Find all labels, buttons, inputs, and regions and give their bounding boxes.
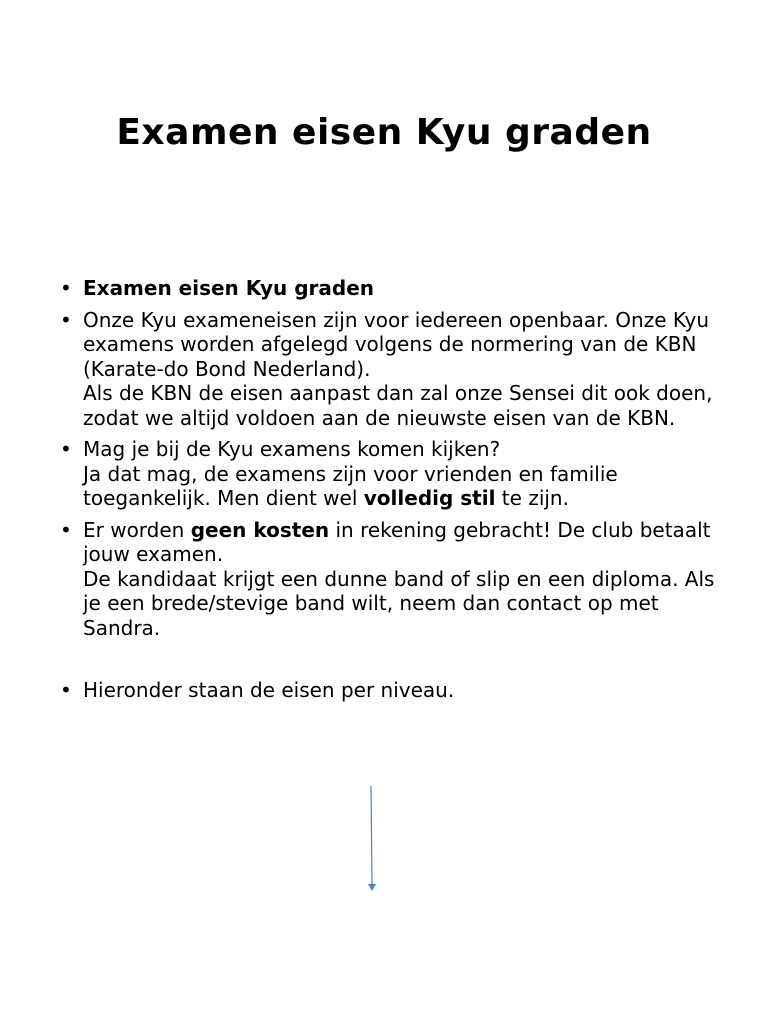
- bullet-text: [83, 462, 720, 511]
- arrow-down-icon: [362, 784, 382, 894]
- bullet-dot: •: [60, 678, 72, 702]
- bullet-item-heading: [60, 276, 720, 301]
- bullet-item-openbaar: [60, 308, 720, 431]
- bullet-dot: •: [60, 517, 72, 542]
- bullet-text: Onze Kyu exameneisen zijn voor iedereen openbaar. Onze Kyu examens worden afgelegd volgens de normering van de KBN (Karate-do Bond Nederland).: [83, 307, 710, 381]
- slide-title: Examen eisen Kyu graden: [116, 112, 652, 153]
- arrow-shaft: [371, 786, 372, 884]
- bullet-item-niveau: [60, 678, 720, 703]
- bullet-text: Mag je bij de Kyu examens komen kijken?: [83, 437, 501, 461]
- bullet-text-bold: volledig stil: [363, 486, 496, 510]
- bullet-dot: •: [60, 307, 72, 332]
- bullet-text: De kandidaat krijgt een dunne band of slip en een diploma. Als je een brede/stevige band wilt, neem dan contact op met Sandra.: [83, 566, 715, 640]
- bullet-heading-text: Examen eisen Kyu graden: [83, 276, 375, 300]
- bullet-text-part: in rekening gebracht! De club betaalt jouw examen.: [83, 517, 711, 566]
- bullet-text-bold: geen kosten: [190, 517, 330, 542]
- bullet-text: Als de KBN de eisen aanpast dan zal onze Sensei dit ook doen, zodat we altijd voldoen aan de nieuwste eisen van de KBN.: [83, 381, 713, 430]
- bullet-text: [83, 518, 720, 567]
- bullet-text-part: te zijn.: [495, 486, 569, 510]
- bullet-item-kijken: [60, 437, 720, 511]
- arrow-head: [368, 884, 376, 891]
- bullet-text-part: Er worden: [83, 517, 191, 542]
- bullet-text: Hieronder staan de eisen per niveau.: [83, 678, 455, 702]
- bullet-text-part: Ja dat mag, de examens zijn voor vrienden en familie toegankelijk. Men dient wel: [83, 461, 618, 510]
- bullet-dot: •: [60, 276, 72, 300]
- bullet-dot: •: [60, 437, 72, 461]
- bullet-list: [60, 276, 720, 703]
- bullet-item-kosten: [60, 518, 720, 641]
